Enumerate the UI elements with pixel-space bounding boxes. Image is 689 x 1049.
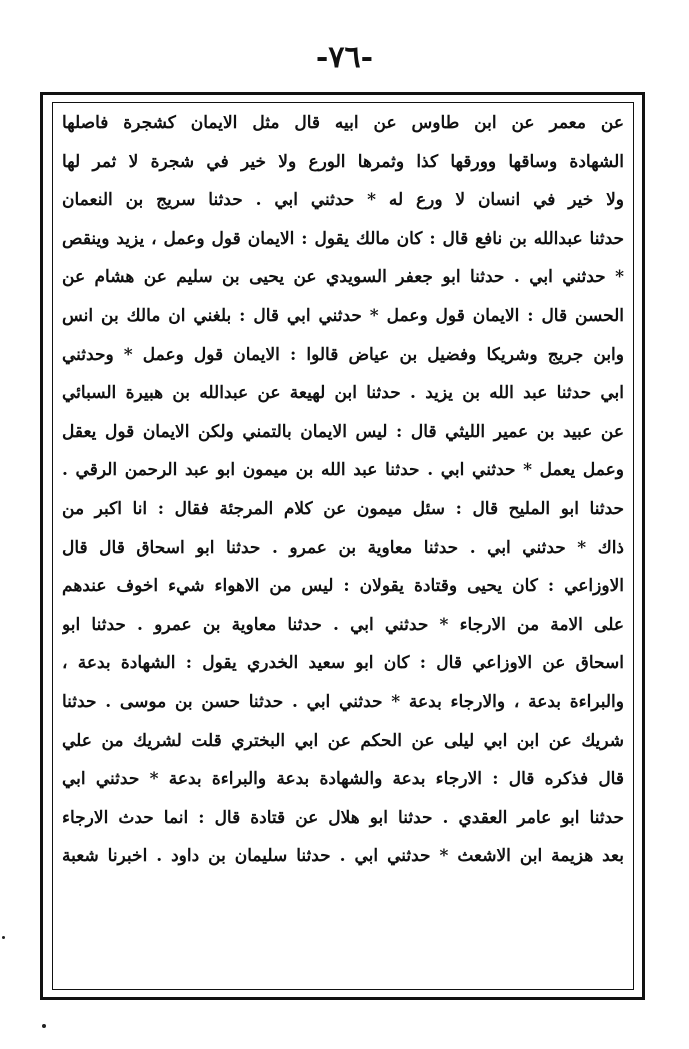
text-line-15: اسحاق عن الاوزاعي قال : كان ابو سعيد الخدري يقول : الشهادة بدعة ،	[62, 653, 624, 674]
text-line-1: عن معمر عن ابن طاوس عن ابيه قال مثل الايمان كشجرة فاصلها	[62, 113, 624, 133]
text-line-14: على الامة من الارجاء * حدثني ابي . حدثنا معاوية بن عمرو . حدثنا ابو	[62, 614, 624, 635]
text-line-2: الشهادة وساقها وورقها كذا وثمرها الورع ولا خير في شجرة لا ثمر لها	[62, 151, 624, 172]
text-line-7: وابن جريج وشريكا وفضيل بن عياض قالوا : الايمان قول وعمل * وحدثني	[62, 344, 624, 365]
text-line-20: بعد هزيمة ابن الاشعث * حدثني ابي . حدثنا سليمان بن داود . اخبرنا شعبة	[62, 846, 624, 867]
scan-speck	[2, 936, 5, 939]
text-line-8: ابي حدثنا عبد الله بن يزيد . حدثنا ابن لهيعة عن عبدالله بن هبيرة السبائي	[62, 383, 624, 404]
text-line-16: والبراءة بدعة ، والارجاء بدعة * حدثني ابي . حدثنا حسن بن موسى . حدثنا	[62, 691, 624, 712]
text-line-10: وعمل يعمل * حدثني ابي . حدثنا عبد الله بن ميمون ابو عبد الرحمن الرقي .	[62, 460, 624, 481]
page-number: -٧٦-	[315, 40, 374, 75]
text-line-13: الاوزاعي : كان يحيى وقتادة يقولان : ليس من الاهواء شيء اخوف عندهم	[62, 576, 624, 597]
text-line-18: قال فذكره قال : الارجاء بدعة والشهادة بدعة والبراءة بدعة * حدثني ابي	[62, 769, 624, 790]
text-line-4: حدثنا عبدالله بن نافع قال : كان مالك يقول : الايمان قول وعمل ، يزيد وينقص	[62, 228, 624, 249]
text-line-19: حدثنا ابو عامر العقدي . حدثنا ابو هلال عن قتادة قال : انما حدث الارجاء	[62, 807, 624, 828]
text-line-12: ذاك * حدثني ابي . حدثنا معاوية بن عمرو . حدثنا ابو اسحاق قال قال	[62, 537, 624, 558]
body-text	[62, 104, 624, 876]
text-line-6: الحسن قال : الايمان قول وعمل * حدثني ابي قال : بلغني ان مالك بن انس	[62, 305, 624, 326]
text-line-17: شريك عن ابن ابي ليلى عن الحكم عن ابي البختري قلت لشريك من علي	[62, 730, 624, 751]
scan-speck	[42, 1024, 46, 1028]
text-line-5: * حدثني ابي . حدثنا ابو جعفر السويدي عن يحيى بن سليم عن هشام عن	[62, 267, 624, 288]
text-line-9: عن عبيد بن عمير الليثي قال : ليس الايمان بالتمني ولكن الايمان قول يعقل	[62, 421, 624, 442]
text-line-11: حدثنا ابو المليح قال : سئل ميمون عن كلام المرجئة فقال : انا اكبر من	[62, 498, 624, 519]
text-line-3: ولا خير في انسان لا ورع له * حدثني ابي . حدثنا سريج بن النعمان	[62, 190, 624, 211]
